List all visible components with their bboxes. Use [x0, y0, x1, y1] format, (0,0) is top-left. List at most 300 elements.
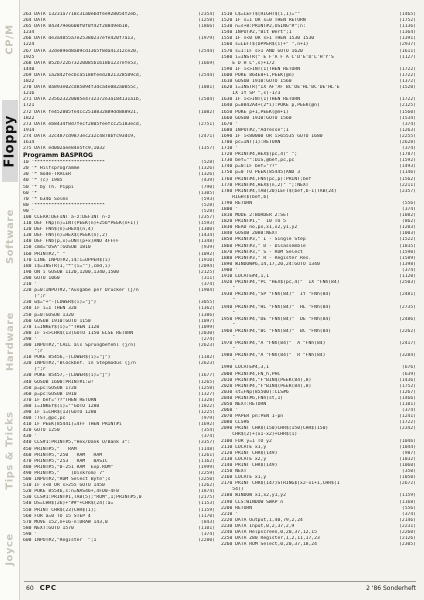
- code-text: 2240 DATA Helpscreen,0,20,37,12,15: [221, 529, 317, 535]
- checksum: (1241): [399, 414, 416, 420]
- code-text: 2260 DATA ROM Select,0,20,37,18,24: [221, 542, 317, 548]
- code-text: 2170 PRINT CHR$(147)STRING$(x2-x1+1,CHR$(1: [221, 481, 340, 487]
- code-text: 273 DATA eb8434f8d7fecf2805feefcc25183ecd,: [23, 121, 142, 127]
- code-text: 2210 ': [221, 511, 238, 517]
- code-text: 1910 LOCATE#4,1,1: [221, 274, 269, 280]
- code-text: 270 DATA 8a893e02cd85894f3dca4e882a0855c,: [23, 85, 139, 91]
- code-text: 1990 LOCATE#4,3,1: [221, 365, 269, 371]
- code-text: 80 '*************************: [23, 202, 105, 208]
- checksum: (1562): [399, 176, 416, 182]
- checksum: (1386): [198, 312, 215, 318]
- checksum: (1305): [198, 190, 215, 196]
- checksum: (1677): [198, 373, 215, 379]
- checksum: (1722): [399, 72, 416, 78]
- code-text: 440 CLS#1:PRINT#5,"Hex/Dank U/Bank 3":: [23, 440, 131, 446]
- checksum: (1225): [198, 410, 215, 415]
- checksum: (2354): [198, 12, 215, 17]
- checksum: (2481): [399, 292, 416, 298]
- code-text: 480 PRINT#5,"0-251 RAM Exp.ROM": [23, 464, 114, 470]
- code-text: 1890 WINDOW#6,14,17,20,24:GOTO 1340: [221, 261, 320, 267]
- tab-joyce[interactable]: [2, 520, 18, 578]
- code-text: 1234: [23, 30, 35, 36]
- code-text: 500 INPUT#2,"ROM Select Byte";s: [23, 477, 111, 483]
- checksum: (2305): [399, 542, 416, 548]
- checksum: (1752): [399, 18, 416, 24]
- checksum: (374): [200, 531, 215, 537]
- checksum: (1593): [198, 221, 215, 227]
- checksum: (1466): [399, 395, 416, 401]
- code-text: E D H L",s)+1/2: [221, 60, 275, 66]
- code-text: 267 DATA 32de89ed8a89cd1365f8da41312ce20,: [23, 48, 139, 54]
- checksum: (2672): [399, 481, 416, 487]
- code-text: 1770 PRINT#4,HEX$(n,2)" ";:NEXT: [221, 182, 309, 188]
- code-text: RIGHT$(bef,b): [221, 194, 269, 200]
- code-text: 1660 GOSUB 1910:GOTO 1560: [221, 115, 292, 121]
- code-text: 70 '* 6346 Solms: [23, 196, 69, 202]
- code-text: 269 DATA 1a2842fecbca5188feed2821328589cd,: [23, 72, 142, 78]
- code-text: 160 PRINT#2," ": [23, 251, 66, 257]
- checksum: (1159): [198, 507, 215, 513]
- code-text: 570 MOVE 152,n+16-n:DRAW 143,0: [23, 519, 108, 525]
- checksum: (2735): [399, 304, 416, 310]
- code-text: 268 DATA 852b722b73220085b1b18b1237efe53,: [23, 60, 139, 66]
- code-text: 1760 PRINT#4,FNh(pc,p):PRINT;bef: [221, 176, 312, 182]
- category-sidebar: [0, 0, 20, 600]
- checksum: (1866): [198, 24, 215, 30]
- checksum: (1520): [399, 85, 416, 91]
- checksum: (1060): [399, 462, 416, 468]
- listing-column-left: [23, 12, 215, 544]
- code-text: 560 FOR a=0 TO 15 STEP 4: [23, 513, 91, 519]
- checksum: (374): [401, 408, 416, 414]
- code-text: 2070 PAPER pn:PEN 1-pn: [221, 414, 284, 420]
- checksum: (1127): [399, 54, 416, 60]
- code-text: IX IY SP ",s)-1/3: [221, 91, 281, 97]
- page-footer: [26, 583, 416, 593]
- code-text: 1610 GOSUB 1910:GOTO 1560: [221, 79, 292, 85]
- code-text: 1510 L$=LEFT$(RIGHT$(i,1)="": [221, 12, 301, 17]
- code-text: 420 GOTO 1250: [23, 428, 60, 434]
- code-text: 1960 PRINT#4,"BC "FNh(84)" BC "FNh(84): [221, 328, 332, 334]
- checksum: (1592): [399, 158, 416, 164]
- code-text: 320 INPUT#2,"Blockbef. in Stepmodus (j/n: [23, 361, 136, 367]
- code-text: 2220 DATA Output,1,40,79,2,24: [221, 517, 303, 523]
- checksum: (2751): [198, 121, 215, 127]
- code-text: 580 NEXT:GOTO 1570: [23, 525, 74, 531]
- code-text: 250 p=0:GOSUB 1320: [23, 312, 74, 318]
- code-text: 1614: [23, 139, 35, 145]
- code-text: 1600 POKE 864E8+i,PEEK(@n): [221, 72, 295, 78]
- checksum: (1120): [399, 274, 416, 280]
- code-text: 360 p=pc:GOSUB 1910: [23, 391, 77, 397]
- checksum: (1099): [198, 324, 215, 330]
- checksum: (528): [200, 202, 215, 208]
- checksum: (1835): [399, 243, 416, 249]
- code-text: 1925: [23, 54, 35, 60]
- code-text: 90 ': [23, 208, 35, 214]
- checksum: (1032): [399, 456, 416, 462]
- checksum: (1362): [198, 306, 215, 312]
- checksum: (676): [401, 365, 416, 371]
- magazine-name: CPC: [39, 584, 57, 592]
- checksum: (1263): [399, 127, 416, 133]
- code-text: ": [221, 322, 236, 328]
- code-text: 1850 PRINT#3," I - Single Step: [221, 237, 306, 243]
- listing-heading: Programm BASPROG: [23, 152, 93, 160]
- checksum: (2231): [399, 523, 416, 529]
- checksum: (2255): [399, 133, 416, 139]
- code-text: 1822: [23, 79, 35, 85]
- checksum: (1168): [399, 499, 416, 505]
- code-text: 530 CLS#1:PRINT#1,TAB(5);"ROM",1;PRINT#5,0: [23, 495, 142, 501]
- tab-floppy[interactable]: [2, 100, 18, 182]
- tab-software-label: Software: [4, 208, 16, 264]
- page-number: 60: [26, 584, 34, 592]
- code-text: 130 DEF FNh(n)=HEX$(PEEK(n),2): [23, 233, 108, 239]
- code-text: 1530 n=s+8:PRINT#2,USING"#";n:: [221, 24, 306, 30]
- checksum: (374): [401, 511, 416, 517]
- code-text: 1540 INPUT#2,"Bit Wert";1: [221, 30, 292, 36]
- code-text: 180 i$=INSTR(1,"*"(i=""),cmd,i): [23, 263, 111, 269]
- code-line: [23, 538, 215, 544]
- code-text: 274 DATA 32c487cd9873ec232c4878bfc93dc9,: [23, 133, 136, 139]
- checksum: (1692): [198, 422, 215, 428]
- footer-rule: [24, 581, 416, 582]
- code-text: 380 i=INKEY$(i)=""GOTO 1280: [23, 403, 100, 409]
- code-text: 280 IF i<>CHR$(13)GOTO 1150 ELSE RETURN: [23, 330, 134, 336]
- checksum: (1590): [399, 249, 416, 255]
- checksum: (1434): [198, 233, 215, 239]
- checksum: (1493): [399, 164, 416, 170]
- checksum: (2146): [399, 517, 416, 523]
- code-text: 590 ': [23, 531, 38, 537]
- tab-hardware[interactable]: [2, 300, 18, 382]
- code-text: 1570 s=1:IF s>1 AND GOTO 1620: [221, 48, 303, 54]
- code-text: 2010 PRINT#4,"F"BIN$(PEEK(84),8): [221, 377, 312, 383]
- checksum: (374): [401, 267, 416, 273]
- code-text: 2200 RETURN: [221, 505, 253, 511]
- checksum: (374): [200, 434, 215, 440]
- checksum: (939): [200, 245, 215, 251]
- code-text: 460 PRINT#5,"250 RAM RAM: [23, 452, 103, 458]
- code-text: 2130 LOCATE x2,y: [221, 456, 267, 462]
- code-text: 1216: [23, 91, 35, 97]
- checksum: (2126): [399, 536, 416, 542]
- checksum: (1436): [399, 377, 416, 383]
- code-text: 2110 LOCATE x1,y: [221, 444, 267, 450]
- checksum: (2030): [198, 330, 215, 336]
- checksum: (1999): [198, 464, 215, 470]
- code-text: 450 PRINT#5," RAM: [23, 446, 77, 452]
- checksum: (1904): [198, 288, 215, 294]
- checksum: (2623): [198, 342, 215, 348]
- checksum: (1159): [399, 493, 416, 499]
- checksum: (1391): [399, 36, 416, 42]
- code-text: 340 GOSUB 1600:PRINT#1:w!: [23, 379, 94, 385]
- code-text: 310 POKE 85456,-(LOWER$(i)="j"): [23, 355, 111, 361]
- code-text: 1640 p=8842A4+(2*i):POKE p,PEEK(@n): [221, 103, 320, 109]
- checksum: (2280): [198, 537, 215, 543]
- code-text: 540 DS=CHR$(26)+"##"+CHR$(24):a=: [23, 501, 114, 507]
- checksum: (2262): [399, 328, 416, 334]
- checksum: (2250): [198, 477, 215, 483]
- issue-label: 2 '86 Sonderheft: [366, 584, 416, 592]
- code-text: 265 DATA 843479e6600f0f0f42f28849eb18,: [23, 24, 131, 30]
- code-text: 2230 DATA Input,0,2,37,2,9: [221, 523, 295, 529]
- code-text: 271 DATA 235623220085e4732372e3a184131a1b,: [23, 97, 142, 103]
- code-text: 520 POKE 85546,s:n=NAS46+,4FD0-4F8: [23, 489, 119, 495]
- checksum: (374): [200, 282, 215, 288]
- code-text: 1810 MODE 2:BORDER 2:SET: [221, 213, 289, 219]
- checksum: (1398): [399, 261, 416, 267]
- code-text: 600 INPUT#2,"Register ";1: [23, 537, 97, 543]
- code-text: 410 IF PEEK(85441)=4FF THEN PRINT#i: [23, 422, 122, 428]
- code-text: 1720 PRINT#4,HEX$(pc,4)" ";: [221, 152, 298, 158]
- checksum: (1050): [399, 475, 416, 481]
- code-text: 2160 LOCATE x1,y: [221, 475, 267, 481]
- code-line: [221, 542, 416, 548]
- code-text: 30 '* mode-TRACER: [23, 172, 71, 178]
- code-text: 272 DATA fe452805fe4cc2518832889dd888921,: [23, 109, 139, 115]
- code-text: 60 '*: [23, 190, 38, 196]
- checksum: (2175): [198, 495, 215, 501]
- code-text: 2040 PRINT#6,FNh(st,1): [221, 395, 284, 401]
- code-text: 1620 i=INSTR("IX AF'AF BC'DE'HL'BC'DE'HL'E: [221, 85, 340, 91]
- checksum: (1357): [198, 146, 215, 152]
- code-text: ": [221, 347, 236, 353]
- checksum: (1082): [198, 109, 215, 115]
- code-text: 290 ': [23, 336, 38, 342]
- code-text: 1950 PRINT#4,"DE "FNh(84)" DE "FNh(84): [221, 316, 332, 322]
- code-text: 1710 ': [221, 146, 238, 152]
- code-text: 1560 s=LEFT$(UPPER$(i)+" ",n+1): [221, 42, 309, 48]
- code-text: 220 p=0:INPUT#2,"Ausgabe per Drucker (j/n: [23, 288, 139, 294]
- tab-tips-tricks[interactable]: [2, 400, 18, 500]
- checksum: (1046): [399, 438, 416, 444]
- checksum: (1258): [198, 18, 215, 24]
- code-text: 2190 CLS:WINDOW SWAP n: [221, 499, 284, 505]
- checksum: (1258): [198, 385, 215, 391]
- checksum: (1326): [198, 172, 215, 178]
- code-text: 1800 ': [221, 207, 238, 212]
- checksum: (790): [200, 184, 215, 190]
- tab-tips-tricks-label: Tips & Tricks: [4, 410, 16, 490]
- checksum: (1348): [198, 239, 215, 245]
- code-text: ": [221, 298, 236, 304]
- code-text: 1740 p=0:IF bef="??": [221, 164, 278, 170]
- code-text: 350 p=pc:GOSUB 1720: [23, 385, 77, 391]
- code-text: 170 LINE INPUT#2,i$:i=UPPER$(i): [23, 257, 111, 263]
- checksum: (2357): [399, 188, 416, 194]
- checksum: (2937): [399, 42, 416, 48]
- code-text: 430 ': [23, 434, 38, 440]
- code-text: 240 IF i=1 THEN 320: [23, 306, 77, 312]
- checksum: (862): [401, 219, 416, 225]
- code-text: 1650 POKE p+1,PEEK(@n+1): [221, 109, 289, 115]
- tab-cpm[interactable]: [2, 4, 18, 74]
- code-text: 370 IF bef="??"THEN RETURN: [23, 397, 97, 403]
- code-text: 1700 pc=INT(1):RETURN: [221, 139, 281, 145]
- checksum: (1752): [399, 383, 416, 389]
- checksum: (2125): [198, 269, 215, 275]
- code-text: 2180 WINDOW x1,x2,y1,y2: [221, 493, 286, 499]
- checksum: (350): [401, 469, 416, 475]
- checksum: (843): [200, 519, 215, 525]
- code-text: 1721: [23, 103, 35, 109]
- code-text: 1790 RETURN: [221, 200, 253, 206]
- code-text: 263 DATA 13231a7718c31a0ebdfee928054f2eb,: [23, 12, 139, 17]
- checksum: (1136): [399, 24, 416, 30]
- checksum: (374): [401, 121, 416, 127]
- checksum: (1003): [399, 231, 416, 237]
- checksum: (1101): [399, 402, 416, 407]
- code-text: 2020 PRINT#4,"F"BIN$(PEEK(84),8): [221, 383, 312, 389]
- checksum: (1101): [198, 525, 215, 531]
- code-text: 264 DATA: [23, 18, 46, 24]
- tab-hardware-label: Hardware: [4, 311, 16, 371]
- tab-cpm-label: CP/M: [4, 23, 16, 55]
- listing-column-right: [221, 12, 416, 548]
- checksum: (1822): [198, 403, 215, 409]
- checksum: (1669): [198, 60, 215, 66]
- checksum: (1328): [198, 397, 215, 403]
- checksum: (2094): [198, 263, 215, 269]
- code-text: 1880 PRINT#3," R - Register Res.: [221, 255, 312, 261]
- code-text: 1440: [23, 66, 35, 72]
- code-text: 2150 NEXT: [221, 469, 247, 475]
- code-text: 140 DEF FNb(p,x)=UNT(p+x)AND 4FFFF: [23, 239, 119, 245]
- checksum: (3284): [399, 353, 416, 359]
- checksum: (1082): [399, 213, 416, 219]
- checksum: (2125): [399, 103, 416, 109]
- checksum: (274): [200, 336, 215, 342]
- checksum: (1364): [399, 30, 416, 36]
- code-text: ": [221, 310, 236, 316]
- checksum: (1910): [198, 257, 215, 263]
- checksum: (2504): [198, 97, 215, 103]
- checksum: (556): [401, 200, 416, 206]
- code-text: 1940 PRINT#4,"HL "FNh(84)" HL "FNh(84): [221, 304, 332, 310]
- checksum: (311): [200, 275, 215, 281]
- code-text: 230 w$="+"-(LOWER$(i)="j"): [23, 300, 97, 306]
- code-text: 275 DATA ed002aee84e5fc9,1032: [23, 146, 105, 152]
- code-text: 400 :TST,@pc,pc: [23, 416, 66, 422]
- code-text: 2030 st=FNp(85500):CLS#6: [221, 389, 289, 395]
- code-text: 1630 IF i<>INT(1)THEN RETURN: [221, 97, 301, 103]
- checksum: (374): [401, 207, 416, 212]
- checksum: (1146): [399, 170, 416, 176]
- code-text: 1830 READ no,px,x1,x2,y1,y2: [221, 225, 298, 231]
- code-text: 1224: [23, 42, 35, 48]
- code-text: 2140 PRINT CHR$(149): [221, 462, 278, 468]
- checksum: (374): [401, 146, 416, 152]
- checksum: (1465): [399, 12, 416, 17]
- code-text: 1730 bef="":DIS,@bef,pc,pc: [221, 158, 295, 164]
- code-text: 2250 DATA Z80 Register,1,2,11,17,23: [221, 536, 320, 542]
- checksum: (639): [401, 371, 416, 377]
- checksum: (979): [200, 416, 215, 422]
- code-text: ": [221, 286, 236, 292]
- code-text: 1670 ': [221, 121, 238, 127]
- checksum: (1560): [399, 109, 416, 115]
- checksum: (1300): [198, 227, 215, 233]
- code-text: 270 i=INKEY$(i)=""THEN 1120: [23, 324, 100, 330]
- code-text: 190 ON i GOSUB 1120,1200,1340,1500: [23, 269, 119, 275]
- code-text: 1860 PRINT#3," D - Disassemble: [221, 243, 306, 249]
- code-text: 550 PRINT CHR$(23)CHR$(1);: [23, 507, 97, 513]
- code-text: 20 '* Hilfsprogramme: [23, 166, 80, 172]
- code-text: 390 IF i=CHR$(13)GOTO 1280: [23, 410, 97, 415]
- checksum: (2342): [399, 426, 416, 432]
- code-text: 1822: [23, 115, 35, 121]
- code-text: 10 '*************************: [23, 160, 105, 166]
- code-text: 1870 PRINT#3," S - ROM Select: [221, 249, 303, 255]
- checksum: (2623): [198, 361, 215, 367]
- checksum: (1148): [198, 446, 215, 452]
- checksum: (1326): [198, 166, 215, 172]
- code-text: 1750 p=0 TO PEEK(85445)AND 3: [221, 170, 301, 176]
- checksum: (2259): [198, 470, 215, 476]
- code-text: 1930 PRINT#4,"SP "FNh(84)" IY "FNh(84): [221, 292, 332, 298]
- checksum: (593): [200, 196, 215, 202]
- code-text: 2060 ': [221, 408, 238, 414]
- checksum: (2544): [198, 72, 215, 78]
- code-text: 1580 i=INSTR(" E F'A F A C'D'E'D'L'H'Y'S: [221, 54, 334, 60]
- tab-floppy-label: Floppy: [2, 114, 18, 168]
- code-text: 40 '* (c) 1985: [23, 178, 63, 184]
- checksum: (2417): [399, 341, 416, 347]
- checksum: (1170): [198, 513, 215, 519]
- code-text: 2090 PRINT CHR$(150)CHR$(150)CHR$(150): [221, 426, 329, 432]
- code-text: 260 GOSUB 1910:GOTO 1150: [23, 318, 91, 324]
- checksum: (2628): [399, 139, 416, 145]
- checksum: (987): [401, 450, 416, 456]
- code-text: ": [221, 334, 236, 340]
- checksum: (3055): [198, 300, 215, 306]
- checksum: (1153): [198, 501, 215, 507]
- code-text: 1920 PRINT#4,"PC "HEX$(pc,4)" IX "FNh(84): [221, 280, 340, 286]
- code-text: 1900 ': [221, 267, 238, 273]
- checksum: (2357): [198, 215, 215, 220]
- checksum: (1261): [198, 452, 215, 458]
- code-text: 2000 PRINT#4,FN_h,PHC: [221, 371, 281, 377]
- checksum: (1722): [399, 420, 416, 426]
- code-text: 100 CLEAR:DEFINT a-z:DEFINT n-z: [23, 215, 111, 220]
- code-text: ": [221, 359, 236, 365]
- code-text: 1590 IF i<>INT(1)THEN RETURN: [221, 66, 301, 72]
- checksum: (439): [200, 178, 215, 184]
- checksum: (1182): [198, 355, 215, 361]
- code-text: 150 cmd="DSA":GOSUB 1810: [23, 245, 91, 251]
- tab-joyce-label: Joyce: [4, 532, 16, 566]
- code-text: 1820 PRINT#1," 10 TO 5: [221, 219, 286, 225]
- checksum: (1522): [399, 237, 416, 243]
- code-text: 490 PRINT#5," (Diskrom) 7": [23, 470, 105, 476]
- code-text: 1680 INPUT#2,"Adresse";1: [221, 127, 289, 133]
- code-text: 210 ': [23, 282, 38, 288]
- checksum: (528): [200, 160, 215, 166]
- checksum: (1874): [198, 489, 215, 495]
- code-text: 54)): [221, 487, 244, 493]
- code-text: 1550 IF s<0 OR s>1 THEN 1530 1530: [221, 36, 315, 42]
- checksum: (2260): [399, 529, 416, 535]
- code-text: CHR$(2)+(x1-x2)+CHR$(1): [221, 432, 298, 438]
- code-text: 1690 IF i<80000 OR i>65535 GOTO 1680: [221, 133, 323, 139]
- code-text: 510 IF s<0 OR s>255 GOTO 1450: [23, 483, 105, 489]
- checksum: (528): [200, 208, 215, 214]
- checksum: (1162): [198, 458, 215, 464]
- tab-software[interactable]: [2, 196, 18, 276]
